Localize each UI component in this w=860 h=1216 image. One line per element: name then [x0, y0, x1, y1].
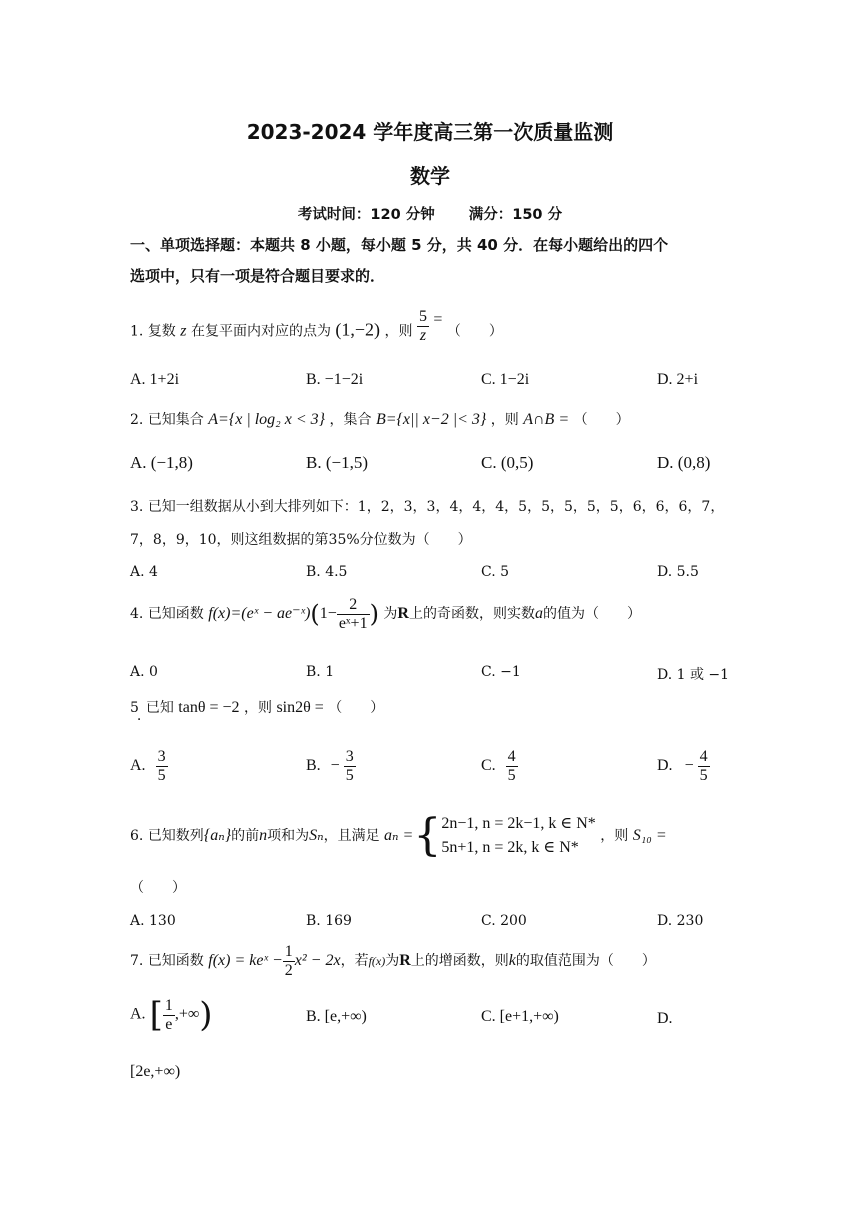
question-dot: . [136, 708, 142, 724]
q4-option-d: D. 1 或 −1 [657, 667, 730, 683]
fraction-numerator: 1 [164, 996, 173, 1014]
exam-title: 2023-2024 学年度高三第一次质量监测 [246, 120, 614, 144]
question-3-line2: 7，8，9，10，则这组数据的第35%分位数为（ ） [130, 532, 472, 548]
fraction-denominator: 5 [345, 766, 354, 784]
answer-blank: （ ） [328, 700, 385, 716]
q1-option-c: C. 1−2i [481, 371, 530, 388]
q4-option-a: A. 0 [130, 664, 158, 680]
math-sum-10: S₁₀ = [632, 827, 667, 844]
piecewise-case-2: 5n+1, n = 2k, k ∈ N* [441, 839, 579, 856]
option-fraction [156, 748, 168, 784]
option-tail: ,+∞ [174, 1005, 200, 1023]
option-label: B. [306, 756, 321, 774]
q4-option-b: B. 1 [306, 664, 335, 680]
question-number: 3. [130, 499, 144, 515]
fraction-numerator: 5 [418, 308, 427, 325]
exam-time: 考试时间：120 分钟 [297, 207, 435, 223]
question-6 [130, 812, 750, 860]
q3-option-d: D. 5.5 [657, 564, 699, 580]
question-5 [130, 697, 750, 724]
math-var: z [180, 322, 187, 340]
fraction-denominator: 5 [507, 766, 516, 784]
question-text: 的取值范围为（ ） [515, 953, 656, 970]
left-paren: ( [310, 600, 320, 629]
math-set-b: B={x|| x−2 |< 3} [375, 411, 487, 428]
left-bracket: [ [149, 995, 163, 1035]
q1-option-d: D. 2+i [657, 371, 699, 388]
option-fraction [506, 748, 518, 784]
q3-option-a: A. 4 [130, 564, 158, 580]
question-6-blank: （ ） [130, 880, 186, 896]
q5-option-b [306, 748, 356, 784]
answer-blank: （ ） [573, 412, 630, 428]
piecewise-case-1: 2n−1, n = 2k−1, k ∈ N* [441, 815, 596, 832]
question-text: ，则 [490, 412, 519, 428]
option-label: C. [481, 756, 496, 774]
q2-option-c: C. (0,5) [481, 453, 534, 472]
option-label: D. [657, 756, 673, 774]
answer-blank: （ ） [446, 323, 503, 340]
math-sum: Sₙ [309, 827, 324, 844]
exam-info [0, 203, 860, 224]
question-4 [130, 596, 750, 632]
question-text: 已知集合 [147, 412, 204, 428]
fraction-numerator: 1 [284, 943, 293, 960]
math-term: aₙ = [384, 827, 414, 844]
question-text: ，则 [384, 323, 413, 340]
math-sin: sin2θ = [276, 699, 324, 716]
piecewise-cases [441, 812, 595, 860]
q6-option-c: C. 200 [481, 913, 527, 929]
question-text: 已知函数 [147, 953, 204, 970]
q7-option-c: C. [e+1,+∞) [481, 1008, 559, 1025]
question-text: 上的奇函数，则实数 [408, 606, 535, 623]
fraction-denominator: 5 [699, 766, 708, 784]
question-7 [130, 943, 750, 979]
question-text: 的值为（ ） [542, 606, 641, 623]
question-number: 1. [130, 323, 144, 340]
math-var: k [508, 952, 516, 970]
q3-option-b: B. 4.5 [306, 564, 348, 580]
math-fraction [417, 308, 429, 344]
math-var: a [534, 605, 543, 623]
math-intersection: A∩B = [523, 411, 570, 428]
math-point: (1,−2) [335, 319, 381, 340]
math-real-set: R [397, 605, 409, 623]
question-text: 为 [385, 953, 400, 970]
q5-option-d [657, 748, 710, 784]
math-real-set: R [399, 952, 411, 970]
section-heading [130, 230, 750, 292]
fraction-numerator: 2 [337, 596, 370, 615]
q1-option-b: B. −1−2i [306, 371, 364, 388]
q2-option-a: A. (−1,8) [130, 453, 193, 472]
q7-option-d: D. [657, 1010, 673, 1027]
question-text: ，集合 [329, 412, 372, 428]
q6-option-b: B. 169 [306, 913, 352, 929]
q3-option-c: C. 5 [481, 564, 510, 580]
question-text: ，则 [600, 828, 629, 844]
fraction-numerator: 4 [507, 748, 516, 765]
subject-title: 数学 [410, 164, 450, 188]
option-fraction [344, 748, 356, 784]
fraction-numerator: 3 [345, 748, 354, 765]
question-1 [130, 308, 750, 344]
question-text: 已知 [145, 700, 174, 716]
q1-option-a: A. 1+2i [130, 371, 180, 388]
q4-option-c: C. −1 [481, 664, 521, 680]
exam-score: 满分：150 分 [468, 207, 563, 223]
math-sequence: {aₙ} [203, 827, 232, 844]
question-text: 为 [383, 606, 398, 623]
question-number: 6. [130, 828, 144, 844]
question-text: 上的增函数，则 [410, 953, 509, 970]
q7-option-d-value: [2e,+∞) [130, 1063, 181, 1080]
math-tan: tanθ = −2 [178, 699, 240, 716]
math-fraction [283, 943, 295, 979]
fraction-numerator: 3 [157, 748, 166, 765]
question-text: 的前 [231, 828, 260, 844]
question-text: 在复平面内对应的点为 [190, 323, 331, 340]
section-heading-line1: 一、单项选择题：本题共 8 小题，每小题 5 分，共 40 分．在每小题给出的四个 [130, 236, 669, 254]
question-number: 2. [130, 412, 144, 428]
question-text: 复数 [147, 323, 176, 340]
fraction-denominator: eˣ+1 [338, 614, 368, 632]
right-paren: ) [369, 600, 379, 629]
question-text: ，则 [244, 700, 272, 716]
q5-option-c [481, 748, 518, 784]
option-sign: − [330, 756, 340, 774]
option-sign: − [684, 756, 694, 774]
question-text: ，且满足 [323, 828, 380, 844]
section-heading-line2: 选项中，只有一项是符合题目要求的． [130, 267, 386, 285]
question-3 [130, 496, 750, 516]
q6-option-d: D. 230 [657, 913, 704, 929]
q6-option-a: A. 130 [130, 913, 176, 929]
math-function-tail: x² − 2x [294, 952, 341, 970]
option-fraction [163, 997, 175, 1033]
option-label: A. [130, 756, 146, 774]
math-set-a: A={x | log₂ x < 3} [208, 411, 326, 428]
math-var: n [259, 827, 268, 844]
right-paren: ) [199, 995, 213, 1035]
fraction-denominator: e [165, 1015, 173, 1033]
math-function: f(x) = keˣ − [208, 952, 283, 970]
question-text: 已知函数 [147, 606, 204, 623]
question-text: 已知一组数据从小到大排列如下：1，2，3，3，4，4，4，5，5，5，5，5，6，6，6，7， [147, 499, 725, 515]
q5-option-a [130, 748, 168, 784]
question-number: 5 [130, 700, 139, 716]
option-label: A. [130, 1005, 146, 1023]
question-text: ，若 [340, 953, 369, 970]
q2-option-b: B. (−1,5) [306, 453, 368, 472]
math-function-ref: f(x) [368, 954, 386, 969]
math-function: f(x)=(eˣ − ae⁻ˣ) [208, 605, 311, 623]
q7-option-b: B. [e,+∞) [306, 1008, 367, 1025]
left-brace: { [413, 810, 442, 861]
question-text: 已知数列 [147, 828, 204, 844]
option-fraction [698, 748, 710, 784]
math-expr: 1− [319, 605, 337, 623]
question-2 [130, 409, 750, 429]
fraction-denominator: z [419, 326, 427, 344]
question-number: 7. [130, 953, 144, 970]
fraction-numerator: 4 [699, 748, 708, 765]
math-eq: = [433, 310, 443, 328]
q2-option-d: D. (0,8) [657, 453, 711, 472]
q7-option-a [130, 995, 213, 1035]
question-number: 4. [130, 606, 144, 623]
fraction-denominator: 5 [157, 766, 166, 784]
fraction-denominator: 2 [284, 961, 293, 979]
math-fraction [337, 596, 370, 632]
question-text: 项和为 [267, 828, 310, 844]
